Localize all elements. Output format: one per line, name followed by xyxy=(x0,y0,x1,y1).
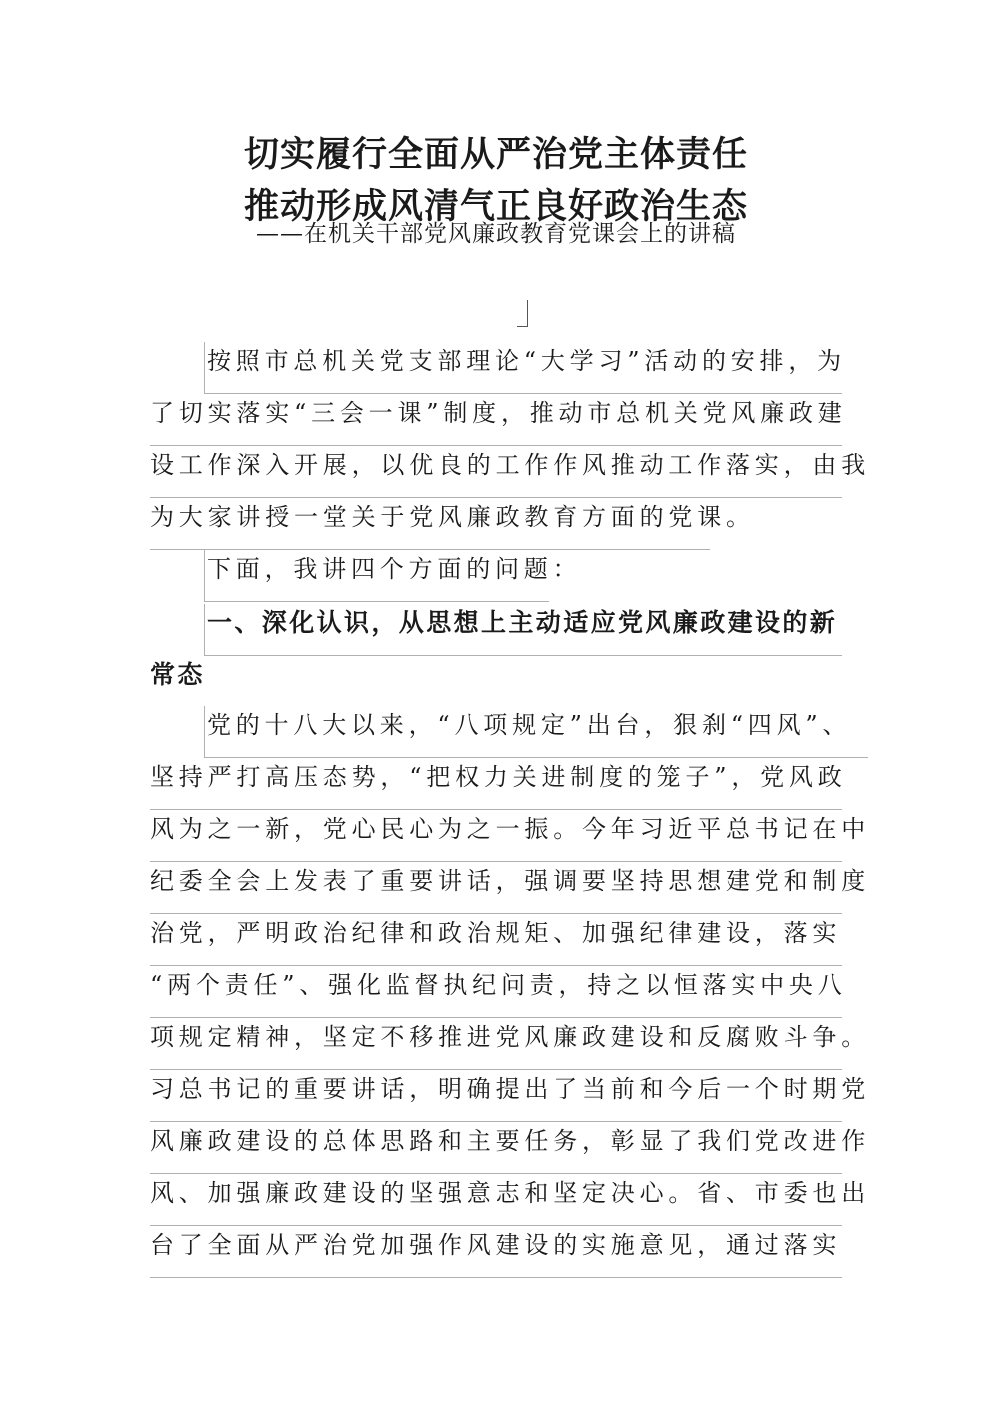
body-line-8: 习总书记的重要讲话，明确提出了当前和今后一个时期党 xyxy=(150,1070,842,1122)
intro-line-2: 了切实落实“三会一课”制度，推动市总机关党风廉政建 xyxy=(150,394,842,446)
body-line-3: 风为之一新，党心民心为之一振。今年习近平总书记在中 xyxy=(150,810,842,862)
body-line-4: 纪委全会上发表了重要讲话，强调要坚持思想建党和制度 xyxy=(150,862,842,914)
section-heading-line-1: 一、深化认识，从思想上主动适应党风廉政建设的新 xyxy=(204,604,842,656)
body-line-5: 治党，严明政治纪律和政治规矩、加强纪律建设，落实 xyxy=(150,914,842,966)
document-subtitle: ——在机关干部党风廉政教育党课会上的讲稿 xyxy=(256,221,736,247)
body-line-11: 台了全面从严治党加强作风建设的实施意见，通过落实 xyxy=(150,1226,842,1278)
intro-line-1: 按照市总机关党支部理论“大学习”活动的安排，为 xyxy=(204,342,842,394)
document-title-line-2: 推动形成风清气正良好政治生态 xyxy=(243,186,748,227)
body-line-10: 风、加强廉政建设的坚强意志和坚定决心。省、市委也出 xyxy=(150,1174,842,1226)
intro-line-3: 设工作深入开展，以优良的工作作风推动工作落实，由我 xyxy=(150,446,842,498)
document-title-line-1: 切实履行全面从严治党主体责任 xyxy=(243,134,748,175)
intro-line-4: 为大家讲授一堂关于党风廉政教育方面的党课。 xyxy=(150,498,710,550)
body-line-6: “两个责任”、强化监督执纪问责，持之以恒落实中央八 xyxy=(150,966,842,1018)
body-line-9: 风廉政建设的总体思路和主要任务，彰显了我们党改进作 xyxy=(150,1122,842,1174)
body-line-2: 坚持严打高压态势，“把权力关进制度的笼子”，党风政 xyxy=(150,758,842,810)
section-heading-line-2: 常态 xyxy=(150,660,205,689)
paragraph-mark xyxy=(517,300,528,327)
body-line-1: 党的十八大以来，“八项规定”出台，狠刹“四风”、 xyxy=(204,706,868,758)
transition-line: 下面，我讲四个方面的问题： xyxy=(204,550,549,602)
body-line-7: 项规定精神，坚定不移推进党风廉政建设和反腐败斗争。 xyxy=(150,1018,842,1070)
